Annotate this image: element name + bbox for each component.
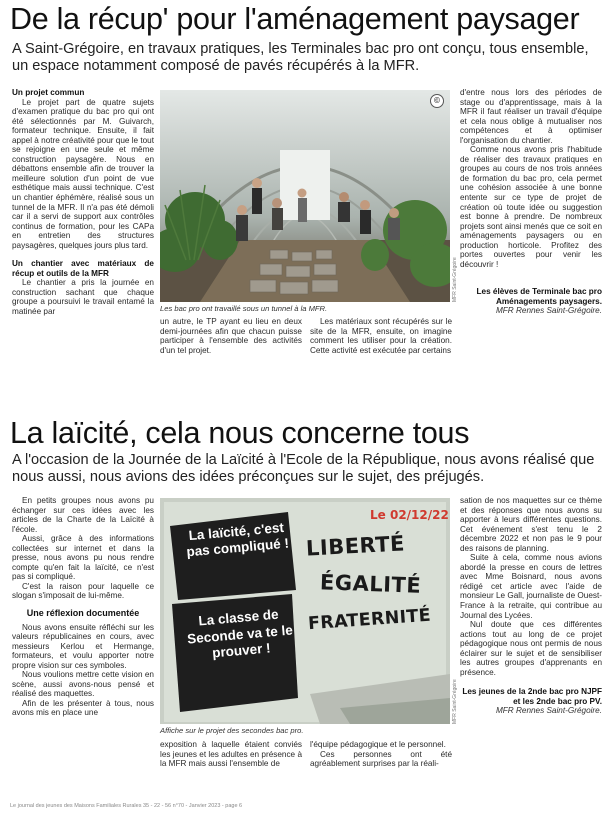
page-footer: Le journal des jeunes des Maisons Familiales Rurales 35 - 22 - 56 n°70 - Janvier 2023 - page 6 xyxy=(10,803,243,809)
article2-paragraph-1: En petits groupes nous avons pu échanger sur ces idées avec les articles de la Charte de la Laïcité à l'école. xyxy=(12,496,154,534)
photo-badge-icon: © xyxy=(430,94,444,108)
article1-signature: Les élèves de Terminale bac pro Aménagements paysagers. xyxy=(476,287,602,306)
article1-caption: Les bac pro ont travaillé sous un tunnel à la MFR. xyxy=(160,304,328,313)
article2-paragraph-8: l'équipe pédagogique et le personnel. xyxy=(310,740,446,749)
article1-subheading-2: Un chantier avec matériaux de récup et outils de la MFR xyxy=(12,259,154,278)
article2-column-2 xyxy=(160,740,302,769)
article2-paragraph-7: exposition à laquelle étaient conviés les jeunes et les adultes en présence à la MFR mais aussi l'ensemble de xyxy=(160,740,302,769)
article2-paragraph-3: C'est la raison pour laquelle ce slogan s'imposait de lui-même. xyxy=(12,581,154,601)
article1-subheading-1: Un projet commun xyxy=(12,88,85,97)
article2-paragraph-4: Nous avons ensuite réfléchi sur les valeurs républicaines en cours, avec messieurs Kerlou et Hermange, formateurs, et voulu apporter notre propre vision sur ces symboles. xyxy=(12,622,154,670)
article2-subheading: Une réflexion documentée xyxy=(26,608,140,619)
poster-bubble-1: La laïcité, c'est pas compliqué ! xyxy=(185,519,290,560)
article2-caption: Affiche sur le projet des secondes bac pro. xyxy=(160,726,304,735)
article1-paragraph-3: un autre, le TP ayant eu lieu en deux demi-journées afin que chacun puisse participer à l'ensemble des activités d'un tel projet. xyxy=(160,317,302,355)
article1-paragraph-2: Le chantier a pris la journée en construction sachant que chaque groupe a poursuivi le travail entamé la matinée par xyxy=(12,278,154,317)
article1-photo-credit: MFR Saint-Grégoire xyxy=(452,257,458,302)
article2-paragraph-9: Ces personnes ont été agréablement surprises par la réali- xyxy=(310,749,452,769)
poster-date: Le 02/12/22 xyxy=(370,508,449,522)
article2-paragraph-12: Nul doute que ces différentes actions tout au long de ce projet pédagogique nous ont permis de nous éclairer sur le sujet et de sensibiliser les autres groupes d'apprenants en présence. xyxy=(460,620,602,677)
article2-title: La laïcité, cela nous concerne tous xyxy=(10,416,470,450)
article2-paragraph-2: Aussi, grâce à des informations collectées sur internet et dans la presse, nous avons pu nous rendre compte qu'en fait la laïcité, ce n'est pas si compliqué. xyxy=(12,534,154,582)
article2-signature-org: MFR Rennes Saint-Grégoire. xyxy=(495,706,602,716)
article2-signature: Les jeunes de la 2nde bac pro NJPF et les 2nde bac pro PV. xyxy=(462,687,602,706)
poster-word-fraternite: FRATERNITÉ xyxy=(307,605,432,635)
article1-title: De la récup' pour l'aménagement paysager xyxy=(10,2,580,36)
laicite-poster-photo xyxy=(160,498,450,724)
article2-column-4 xyxy=(460,496,602,716)
article2-paragraph-10: sation de nos maquettes sur ce thème et des réponses que nous avons su apporter à leurs différentes questions. Cet événement s'est tenu le 2 décembre 2022 et non pas le 9 pour des raisons de planning. xyxy=(460,496,602,553)
article2-lead: A l'occasion de la Journée de la Laïcité à l'Ecole de la République, nous avons réalisé que nous aussi, nous avions des idées préconçues sur le sujet, des préjugés. xyxy=(12,452,595,485)
article1-paragraph-6: Comme nous avons pris l'habitude de réaliser des travaux pratiques en groupes au cours de nos trois années de formation du bac pro, cela permet une cohésion associée à une bonne entente sur ce type de projet de création où toute idée ou suggestion est bonne à prendre. De nombreux projets sont ainsi menés que ce soit en aménagements paysagers ou en production horticole. Profitez des portes ouvertes pour venir les découvrir ! xyxy=(460,145,602,269)
article1-column-2 xyxy=(160,317,302,355)
article1-paragraph-1: Le projet part de quatre sujets d'examen pratique du bac pro qui ont été sélectionnés par M. Guivarch, formateur technique. Ensuite, il fait appel à notre créativité pour que le tout se rejoigne en une seule et même construction paysagère. Nous en débattons ensemble afin de trouver la meilleure solution d'un point de vue esthétique mais aussi technique. C'est un chantier éphémère, réalisé sous un tunnel de la MFR. Il n'a pas été démoli car il a servi de support aux contrôles continus de formation, pour les CAPa en entretien des structures paysagères, quelques jours plus tard. xyxy=(12,97,155,250)
article1-column-4 xyxy=(460,88,602,316)
article2-column-1 xyxy=(12,496,154,718)
article2-paragraph-11: Suite à cela, comme nous avions abordé la presse en cours de lettres avec Mme Boisnard, nous avons rédigé cet article avec l'aide de monsieur Le Gall, journaliste de Ouest-France à la retraite, qui contribue au Journal des Lycées. xyxy=(460,553,602,620)
article1-column-3 xyxy=(310,317,452,355)
poster-bubble-2: La classe de Seconde va te le prouver ! xyxy=(186,606,294,661)
article2-paragraph-6: Afin de les présenter à tous, nous avons mis en place une xyxy=(12,698,154,718)
article2-column-3 xyxy=(310,740,452,769)
poster-word-egalite: ÉGALITÉ xyxy=(319,570,422,598)
article1-lead: A Saint-Grégoire, en travaux pratiques, les Terminales bac pro ont conçu, tous ensemble, un espace notamment composé de pavés récupérés à la MFR. xyxy=(12,41,589,74)
poster-word-liberte: LIBERTÉ xyxy=(305,531,406,561)
article2-photo-credit: MFR Saint-Grégoire xyxy=(452,679,458,724)
article1-paragraph-5: d'entre nous lors des périodes de stage ou d'apprentissage, mais à la MFR il faut réaliser un travail d'équipe et cela nous oblige à mutualiser nos compétences et à optimiser l'organisation du chantier. xyxy=(460,88,602,145)
article2-paragraph-5: Nous voulions mettre cette vision en scène, aussi avons-nous pensé et réalisé des maquettes. xyxy=(12,670,154,699)
article1-signature-org: MFR Rennes Saint-Grégoire. xyxy=(495,306,602,316)
greenhouse-photo xyxy=(160,90,450,302)
article1-paragraph-4: Les matériaux sont récupérés sur le site de la MFR, ensuite, on imagine comment les utiliser pour la création. Cette activité est exécutée par certains xyxy=(310,317,452,355)
article1-column-1 xyxy=(12,88,154,317)
